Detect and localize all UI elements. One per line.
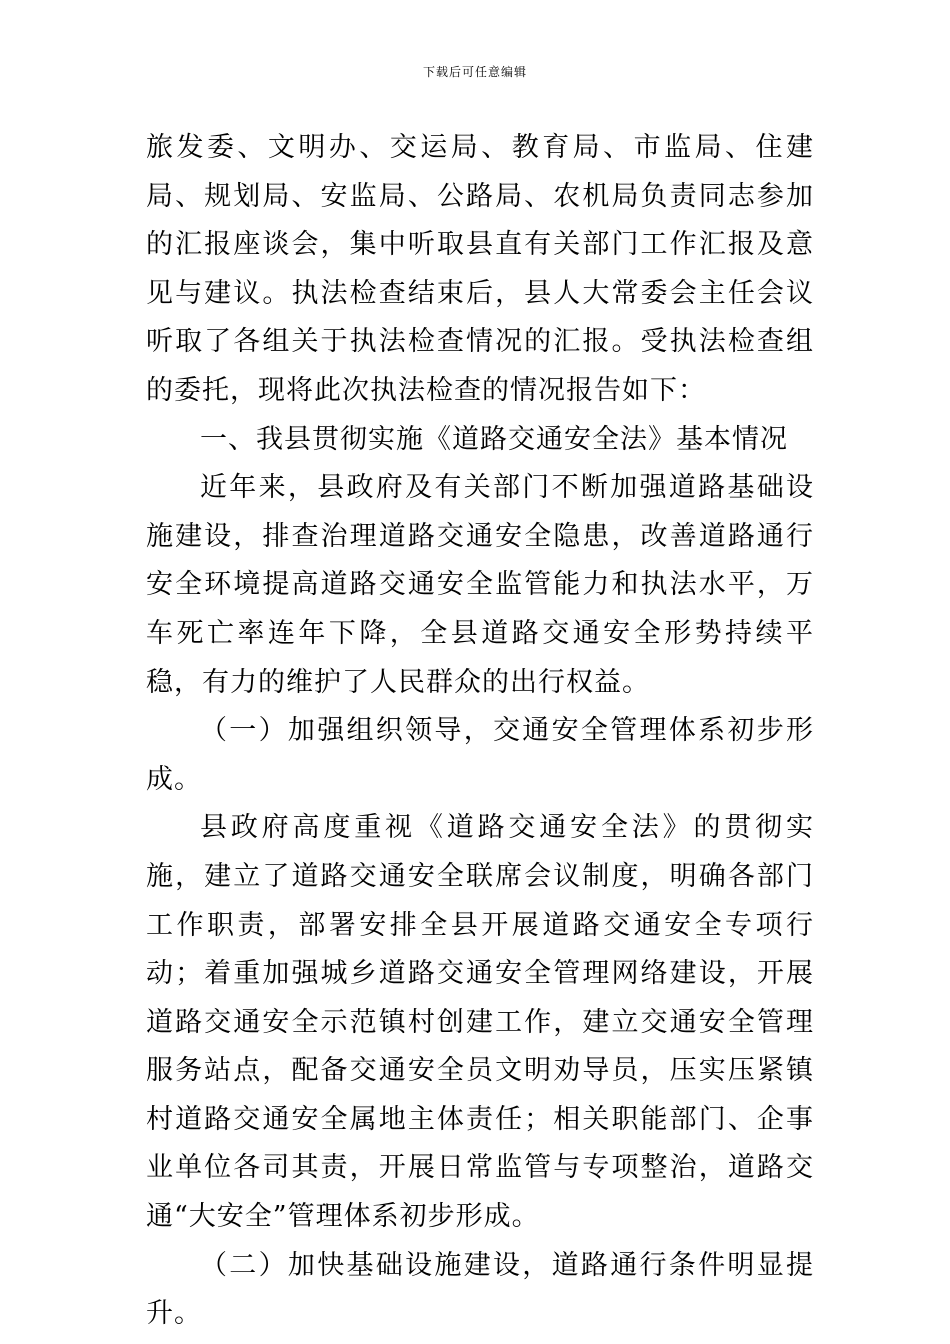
header-note: 下载后可任意编辑 — [422, 65, 527, 79]
section-heading: 一、我县贯彻实施《道路交通安全法》基本情况 — [200, 423, 788, 455]
subsection-heading: （一）加强组织领导，交通安全管理体系初步形成。 — [146, 715, 814, 795]
paragraph: 县政府高度重视《道路交通安全法》的贯彻实施，建立了道路交通安全联席会议制度，明确各部门工作职责，部署安排全县开展道路交通安全专项行动；着重加强城乡道路交通安全管理网络建设，开展道路交通安全示范镇村创建工作，建立交通安全管理服务站点，配备交通安全员文明劝导员，压实压紧镇村道路交通安全属地主体责任；相关职能部门、企事业单位各司其责，开展日常监管与专项整治，道路交通“大安全”管理体系初步形成。 — [146, 812, 814, 1233]
subsection-heading: （二）加快基础设施建设，道路通行条件明显提升。 — [146, 1249, 814, 1330]
paragraph: 近年来，县政府及有关部门不断加强道路基础设施建设，排查治理道路交通安全隐患，改善道路通行安全环境提高道路交通安全监管能力和执法水平，万车死亡率连年下降，全县道路交通安全形势持续平稳，有力的维护了人民群众的出行权益。 — [146, 472, 814, 698]
paragraph-continued: 旅发委、文明办、交运局、教育局、市监局、住建局、规划局、安监局、公路局、农机局负责同志参加的汇报座谈会，集中听取县直有关部门工作汇报及意见与建议。执法检查结束后，县人大常委会主任会议听取了各组关于执法检查情况的汇报。受执法检查组的委托，现将此次执法检查的情况报告如下： — [146, 132, 814, 406]
document-body — [146, 124, 814, 1339]
